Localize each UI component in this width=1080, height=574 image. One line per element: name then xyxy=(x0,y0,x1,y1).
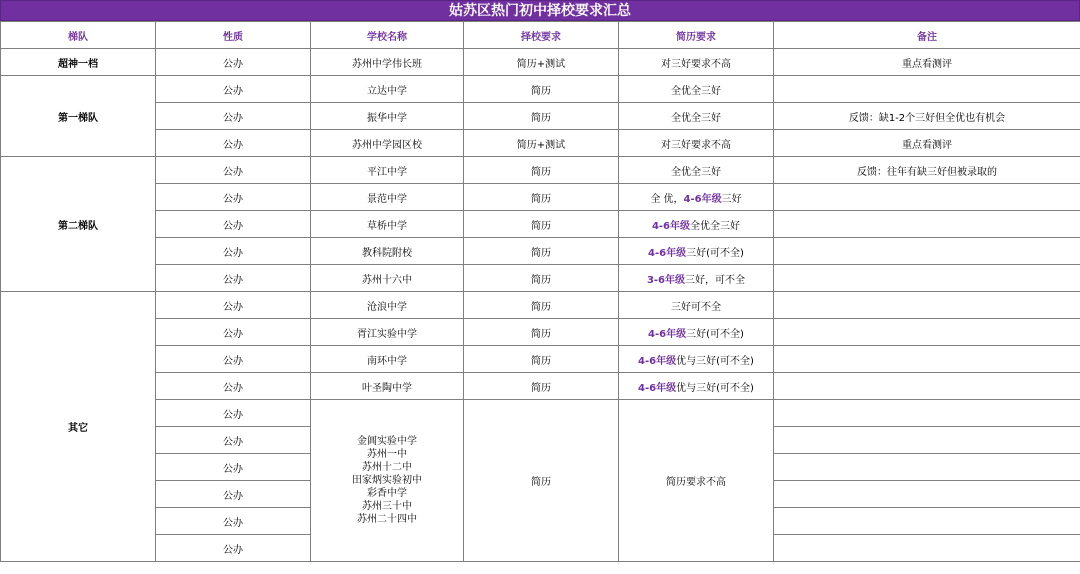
nature-cell: 公办 xyxy=(156,427,311,454)
table-row xyxy=(1,49,1080,76)
school-cell: 平江中学 xyxy=(311,157,464,184)
nature-cell: 公办 xyxy=(156,238,311,265)
table-row xyxy=(1,346,1080,373)
nature-cell: 公办 xyxy=(156,508,311,535)
nature-cell: 公办 xyxy=(156,400,311,427)
nature-cell: 公办 xyxy=(156,211,311,238)
table-row xyxy=(1,373,1080,400)
nature-cell: 公办 xyxy=(156,49,311,76)
note-cell: 重点看测评 xyxy=(774,130,1080,157)
header-requirement: 择校要求 xyxy=(464,22,619,49)
nature-cell: 公办 xyxy=(156,76,311,103)
note-cell xyxy=(774,400,1080,427)
nature-cell: 公办 xyxy=(156,319,311,346)
school-cell: 沧浪中学 xyxy=(311,292,464,319)
school-line: 苏州一中 xyxy=(367,449,407,460)
school-cell: 胥江实验中学 xyxy=(311,319,464,346)
requirement-cell: 简历 xyxy=(464,400,619,562)
table-row xyxy=(1,400,1080,427)
grade-highlight: 4-6年级 xyxy=(648,328,687,340)
tier-cell: 超神一档 xyxy=(1,49,156,76)
note-cell: 反馈：往年有缺三好但被录取的 xyxy=(774,157,1080,184)
school-cell: 叶圣陶中学 xyxy=(311,373,464,400)
resume-cell xyxy=(619,211,774,238)
nature-cell: 公办 xyxy=(156,346,311,373)
note-cell xyxy=(774,319,1080,346)
header-nature: 性质 xyxy=(156,22,311,49)
note-cell xyxy=(774,346,1080,373)
note-cell xyxy=(774,508,1080,535)
grade-highlight: 3-6年级 xyxy=(646,274,686,286)
school-cell: 苏州中学园区校 xyxy=(311,130,464,157)
header-school: 学校名称 xyxy=(311,22,464,49)
header-note: 备注 xyxy=(774,22,1080,49)
school-cell: 草桥中学 xyxy=(311,211,464,238)
note-cell xyxy=(774,481,1080,508)
nature-cell: 公办 xyxy=(156,535,311,562)
nature-cell: 公办 xyxy=(156,454,311,481)
requirement-cell: 简历+测试 xyxy=(464,49,619,76)
note-cell: 重点看测评 xyxy=(774,49,1080,76)
note-cell xyxy=(774,292,1080,319)
resume-cell xyxy=(619,346,774,373)
note-cell xyxy=(774,535,1080,562)
school-line: 彩香中学 xyxy=(367,488,407,499)
school-cell: 苏州十六中 xyxy=(311,265,464,292)
nature-cell: 公办 xyxy=(156,265,311,292)
requirement-cell: 简历 xyxy=(464,76,619,103)
resume-cell xyxy=(619,319,774,346)
note-cell xyxy=(774,211,1080,238)
requirement-cell: 简历 xyxy=(464,346,619,373)
resume-cell: 简历要求不高 xyxy=(619,400,774,562)
resume-text: 三好，可不全 xyxy=(685,274,746,286)
note-cell xyxy=(774,265,1080,292)
requirement-cell: 简历 xyxy=(464,157,619,184)
school-cell: 苏州中学伟长班 xyxy=(311,49,464,76)
resume-text: 三好(可不全) xyxy=(686,328,744,340)
resume-text: 三好(可不全) xyxy=(686,247,744,259)
resume-cell xyxy=(619,238,774,265)
grade-highlight: 4-6年级 xyxy=(638,382,677,394)
nature-cell: 公办 xyxy=(156,103,311,130)
resume-cell xyxy=(619,184,774,211)
nature-cell: 公办 xyxy=(156,130,311,157)
nature-cell: 公办 xyxy=(156,157,311,184)
school-cell: 教科院附校 xyxy=(311,238,464,265)
school-line: 苏州十二中 xyxy=(362,462,412,473)
tier-cell: 其它 xyxy=(1,292,156,562)
school-cell: 南环中学 xyxy=(311,346,464,373)
school-cell: 立达中学 xyxy=(311,76,464,103)
resume-cell xyxy=(619,373,774,400)
table-row xyxy=(1,211,1080,238)
requirement-cell: 简历 xyxy=(464,373,619,400)
resume-cell: 对三好要求不高 xyxy=(619,130,774,157)
grade-highlight: 4-6年级 xyxy=(651,220,691,232)
resume-cell: 对三好要求不高 xyxy=(619,49,774,76)
table-row xyxy=(1,103,1080,130)
table-row xyxy=(1,130,1080,157)
school-line: 苏州三十中 xyxy=(362,501,412,512)
note-cell: 反馈：缺1-2个三好但全优也有机会 xyxy=(774,103,1080,130)
resume-text: 三好 xyxy=(721,193,742,205)
resume-cell xyxy=(619,265,774,292)
grade-highlight: 4-6年级 xyxy=(648,247,687,259)
school-cell: 振华中学 xyxy=(311,103,464,130)
resume-cell: 全优全三好 xyxy=(619,103,774,130)
note-cell xyxy=(774,238,1080,265)
requirement-cell: 简历 xyxy=(464,184,619,211)
school-cell: 景范中学 xyxy=(311,184,464,211)
nature-cell: 公办 xyxy=(156,481,311,508)
nature-cell: 公办 xyxy=(156,373,311,400)
resume-cell: 全优全三好 xyxy=(619,76,774,103)
requirement-cell: 简历 xyxy=(464,211,619,238)
resume-cell: 全优全三好 xyxy=(619,157,774,184)
table-row xyxy=(1,265,1080,292)
resume-text: 优与三好(可不全) xyxy=(676,382,754,394)
school-requirements-table xyxy=(0,21,1080,562)
resume-text: 全 优， xyxy=(650,193,684,205)
note-cell xyxy=(774,373,1080,400)
requirement-cell: 简历 xyxy=(464,103,619,130)
requirement-cell: 简历 xyxy=(464,265,619,292)
note-cell xyxy=(774,76,1080,103)
table-row xyxy=(1,238,1080,265)
grade-highlight: 4-6年级 xyxy=(638,355,677,367)
nature-cell: 公办 xyxy=(156,292,311,319)
resume-text: 优与三好(可不全) xyxy=(676,355,754,367)
header-tier: 梯队 xyxy=(1,22,156,49)
requirement-cell: 简历 xyxy=(464,292,619,319)
header-resume: 简历要求 xyxy=(619,22,774,49)
note-cell xyxy=(774,427,1080,454)
resume-text: 全优全三好 xyxy=(690,220,741,232)
grouped-schools-cell xyxy=(311,400,464,562)
table-row xyxy=(1,292,1080,319)
tier-cell: 第二梯队 xyxy=(1,157,156,292)
header-row xyxy=(1,22,1080,49)
requirement-cell: 简历 xyxy=(464,319,619,346)
sheet-title: 姑苏区热门初中择校要求汇总 xyxy=(0,0,1080,21)
note-cell xyxy=(774,454,1080,481)
requirement-cell: 简历 xyxy=(464,238,619,265)
nature-cell: 公办 xyxy=(156,184,311,211)
table-row xyxy=(1,184,1080,211)
table-row xyxy=(1,319,1080,346)
school-line: 田家炳实验初中 xyxy=(352,475,422,486)
table-row xyxy=(1,76,1080,103)
requirement-cell: 简历+测试 xyxy=(464,130,619,157)
resume-cell: 三好可不全 xyxy=(619,292,774,319)
table-row xyxy=(1,157,1080,184)
note-cell xyxy=(774,184,1080,211)
grade-highlight: 4-6年级 xyxy=(683,193,722,205)
school-line: 苏州二十四中 xyxy=(357,514,417,525)
tier-cell: 第一梯队 xyxy=(1,76,156,157)
school-line: 金阊实验中学 xyxy=(357,436,417,447)
